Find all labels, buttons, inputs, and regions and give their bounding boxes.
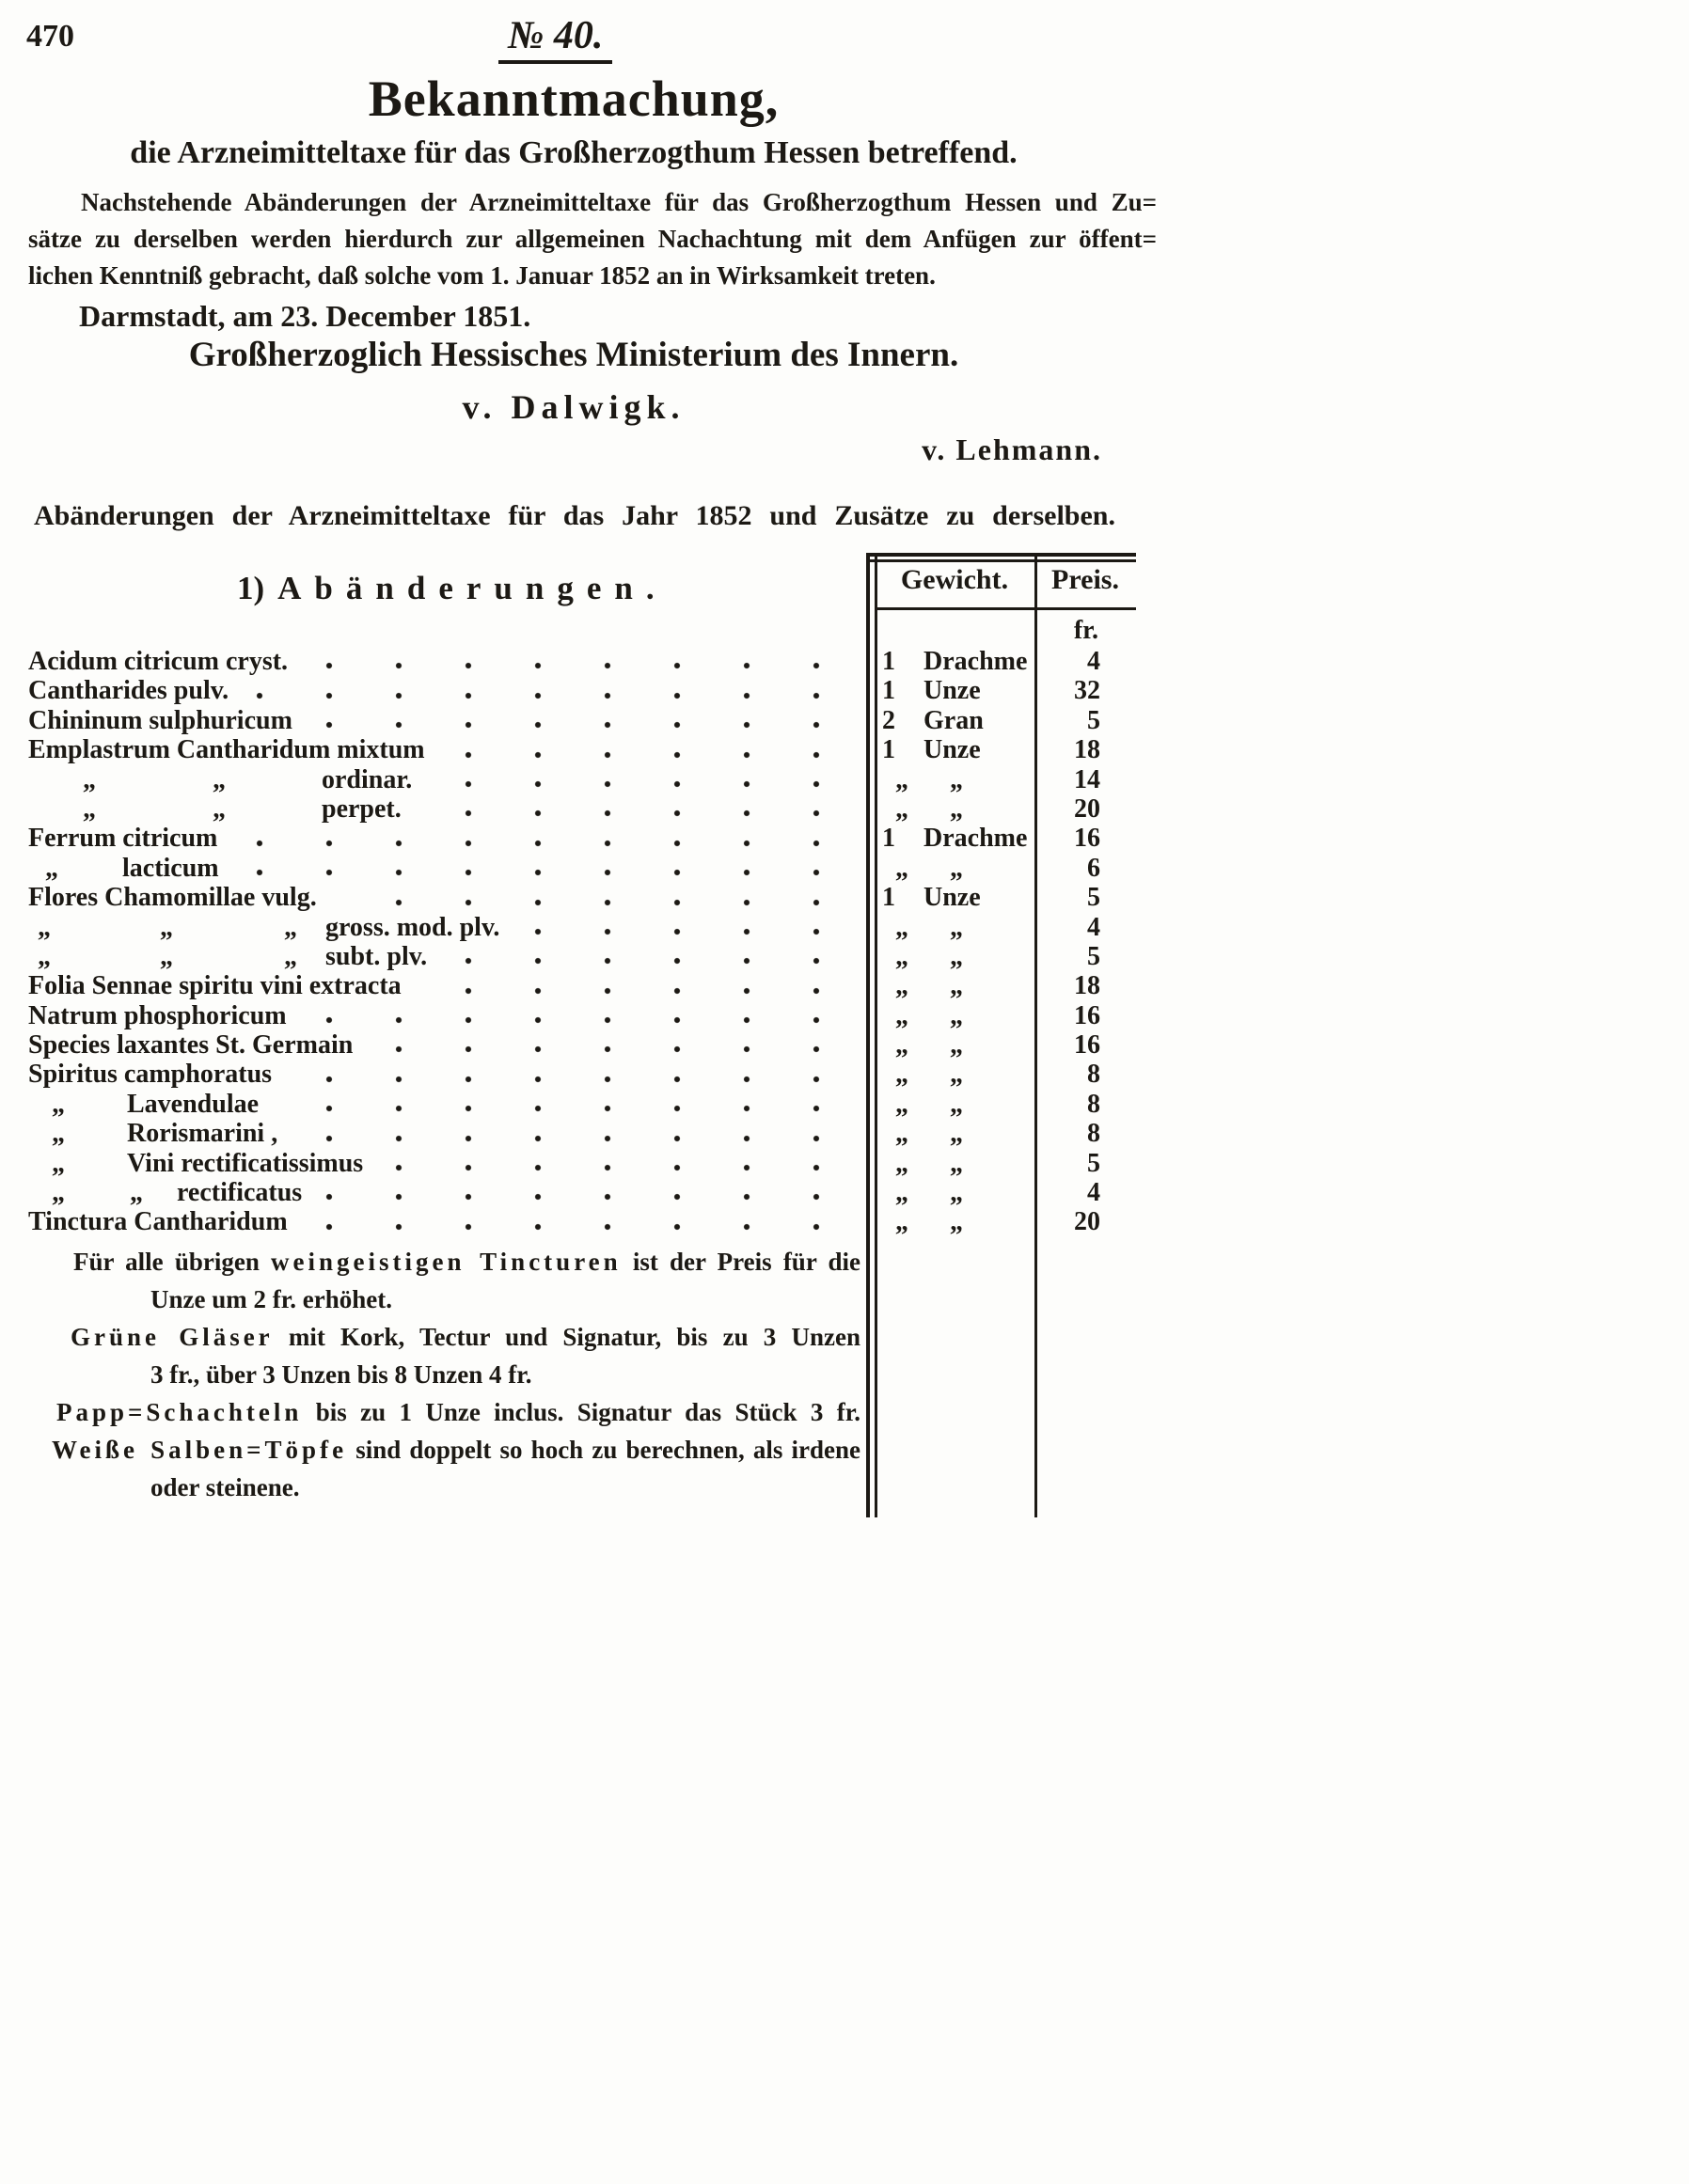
price-value: 8: [1087, 1060, 1100, 1090]
table-row: [28, 1001, 1135, 1030]
intro-line-2: sätze zu derselben werden hierdurch zur allgemeinen Nachachtung mit dem Anfügen zur öffent=: [28, 225, 1157, 253]
weight-value: 2: [882, 705, 895, 735]
table-row: [28, 706, 1135, 735]
dot-leader: [309, 1016, 851, 1024]
price-value: 4: [1087, 647, 1100, 676]
price-value: 16: [1074, 1030, 1100, 1061]
item-name: „: [160, 912, 173, 942]
dot-leader: [240, 840, 851, 847]
weight-value: „: [950, 793, 963, 824]
note-line: [28, 1281, 860, 1318]
note-line: [28, 1318, 860, 1356]
item-name: „: [38, 912, 51, 942]
table-top-rule: [866, 553, 1136, 562]
weight-value: 1: [882, 824, 895, 854]
dot-leader: [448, 751, 851, 759]
weight-value: 1: [882, 735, 895, 765]
weight-value: „: [950, 1148, 963, 1178]
note-text: bis zu 1 Unze inclus. Signatur das Stück 3 fr.: [302, 1398, 860, 1426]
note-text: mit Kork, Tectur und Signatur, bis zu 3 Unzen: [273, 1323, 860, 1351]
price-value: 5: [1087, 883, 1100, 913]
proclamation-subtitle: die Arzneimitteltaxe für das Großherzogthum Hessen betreffend.: [130, 135, 1018, 170]
price-value: 20: [1074, 793, 1100, 824]
price-value: 14: [1074, 764, 1100, 794]
weight-value: Unze: [923, 676, 981, 706]
table-row: [28, 647, 1135, 676]
dot-leader: [339, 899, 851, 906]
note-text: Unze um 2 fr. erhöhet.: [150, 1285, 392, 1313]
weight-value: „: [895, 764, 908, 794]
item-name: Folia Sennae spiritu vini extracta: [28, 971, 402, 1001]
item-name: subt. plv.: [325, 941, 428, 971]
price-value: 16: [1074, 824, 1100, 854]
weight-value: „: [895, 1148, 908, 1178]
item-name: „: [38, 941, 51, 971]
dot-leader: [434, 780, 851, 788]
dot-leader: [324, 1193, 851, 1201]
item-name: „: [52, 1148, 65, 1178]
weight-value: „: [895, 793, 908, 824]
weight-value: Drachme: [923, 824, 1028, 854]
item-name: Vini rectificatissimus: [127, 1148, 364, 1178]
weight-value: Unze: [923, 883, 981, 913]
note: [28, 1243, 860, 1318]
weight-value: „: [895, 912, 908, 942]
item-name: rectificatus: [177, 1178, 303, 1208]
table-row: [28, 735, 1135, 764]
dot-leader: [386, 1164, 851, 1171]
note-text: Für alle übrigen: [73, 1248, 271, 1276]
note: [28, 1431, 860, 1506]
price-value: 5: [1087, 941, 1100, 971]
item-name: Spiritus camphoratus: [28, 1060, 273, 1090]
item-name: „: [130, 1178, 143, 1208]
price-value: 4: [1087, 1178, 1100, 1208]
item-name: „: [52, 1178, 65, 1208]
emphasized-text: weingeistigen Tincturen: [271, 1248, 622, 1276]
weight-value: „: [950, 1060, 963, 1090]
issue-number: № 40.: [498, 13, 612, 64]
dateline: Darmstadt, am 23. December 1851.: [79, 299, 531, 333]
dot-leader: [251, 692, 851, 699]
note-text: 3 fr., über 3 Unzen bis 8 Unzen 4 fr.: [150, 1360, 532, 1389]
price-unit-label: fr.: [1073, 616, 1098, 645]
note-text: ist der Preis für die: [621, 1248, 860, 1276]
item-name: Emplastrum Cantharidum mixtum: [28, 735, 425, 765]
item-name: „: [284, 941, 297, 971]
item-name: gross. mod. plv.: [325, 912, 500, 942]
table-header-underline: [875, 607, 1136, 610]
weight-value: „: [895, 1000, 908, 1030]
weight-value: „: [950, 853, 963, 883]
table-row: [28, 1207, 1135, 1236]
dot-leader: [310, 1223, 851, 1231]
item-name: Tinctura Cantharidum: [28, 1207, 288, 1237]
item-name: „: [160, 941, 173, 971]
table-row: [28, 1119, 1135, 1148]
note-line: [28, 1393, 860, 1431]
signature-minister: v. Dalwigk.: [462, 388, 686, 426]
dot-leader: [242, 869, 851, 876]
amendments-subheading: [237, 570, 668, 607]
item-name: „: [45, 853, 58, 883]
weight-value: „: [895, 941, 908, 971]
column-header-price: Preis.: [1051, 564, 1119, 595]
price-value: 20: [1074, 1207, 1100, 1237]
intro-paragraph: [28, 184, 1157, 294]
price-value: 8: [1087, 1089, 1100, 1119]
dot-leader: [281, 1105, 851, 1112]
price-value: 16: [1074, 1000, 1100, 1030]
amendments-heading: Abänderungen der Arzneimitteltaxe für das Jahr 1852 und Zusätze zu derselben.: [34, 500, 1115, 531]
item-name: „: [213, 793, 226, 824]
table-row: [28, 1149, 1135, 1178]
item-name: perpet.: [322, 793, 402, 824]
note-text: sind doppelt so hoch zu berechnen, als irdene: [347, 1436, 860, 1464]
note-line: [28, 1431, 860, 1469]
table-row: [28, 1030, 1135, 1060]
weight-value: „: [950, 1207, 963, 1237]
table-row: [28, 913, 1135, 942]
dot-leader: [424, 987, 851, 995]
item-name: Acidum citricum cryst.: [28, 647, 289, 676]
item-name: „: [83, 793, 96, 824]
item-name: Natrum phosphoricum: [28, 1000, 287, 1030]
weight-value: 1: [882, 676, 895, 706]
dot-leader: [315, 721, 851, 729]
weight-value: „: [895, 853, 908, 883]
weight-value: „: [950, 1000, 963, 1030]
weight-value: „: [895, 1178, 908, 1208]
weight-value: 1: [882, 883, 895, 913]
table-row: [28, 854, 1135, 883]
item-name: Ferrum citricum: [28, 824, 218, 854]
price-value: 5: [1087, 1148, 1100, 1178]
weight-value: „: [950, 1089, 963, 1119]
signature-secretary: v. Lehmann.: [922, 432, 1102, 466]
column-header-weight: Gewicht.: [900, 564, 1009, 595]
price-value: 4: [1087, 912, 1100, 942]
table-row: [28, 824, 1135, 853]
weight-value: „: [895, 1119, 908, 1149]
price-value: 6: [1087, 853, 1100, 883]
weight-value: „: [950, 764, 963, 794]
weight-value: „: [895, 1030, 908, 1061]
price-value: 18: [1074, 735, 1100, 765]
dot-leader: [294, 1076, 851, 1083]
weight-value: Drachme: [923, 647, 1028, 676]
item-name: Species laxantes St. Germain: [28, 1030, 354, 1061]
item-name: Chininum sulphuricum: [28, 705, 292, 735]
item-name: „: [83, 764, 96, 794]
table-row: [28, 1090, 1135, 1119]
table-row: [28, 1060, 1135, 1089]
table-row: [28, 883, 1135, 912]
table-row: [28, 794, 1135, 824]
dot-leader: [300, 1135, 851, 1142]
proclamation-title: Bekanntmachung,: [368, 71, 780, 127]
emphasized-text: Papp=Schachteln: [56, 1398, 303, 1426]
subheading-number: 1): [237, 570, 265, 606]
emphasized-text: Grüne Gläser: [71, 1323, 274, 1351]
subheading-text: Abänderungen.: [277, 570, 668, 606]
notes-section: [28, 1243, 860, 1506]
table-row: [28, 1178, 1135, 1207]
weight-value: „: [950, 912, 963, 942]
page-number: 470: [26, 19, 74, 54]
weight-value: Unze: [923, 735, 981, 765]
item-name: „: [52, 1089, 65, 1119]
dot-leader: [375, 1045, 851, 1053]
note: [28, 1318, 860, 1393]
note: [28, 1393, 860, 1431]
dot-leader: [522, 928, 851, 935]
item-name: Cantharides pulv.: [28, 676, 229, 706]
weight-value: „: [895, 1089, 908, 1119]
weight-value: „: [950, 971, 963, 1001]
note-line: [28, 1243, 860, 1281]
ministry-name: Großherzoglich Hessisches Ministerium des Innern.: [188, 336, 959, 374]
weight-value: „: [950, 941, 963, 971]
price-value: 5: [1087, 705, 1100, 735]
dot-leader: [424, 809, 851, 817]
note-line: [28, 1469, 860, 1506]
item-name: lacticum: [122, 853, 219, 883]
table-row: [28, 676, 1135, 705]
note-text: oder steinene.: [150, 1473, 300, 1501]
weight-value: „: [950, 1119, 963, 1149]
table-row: [28, 765, 1135, 794]
item-name: ordinar.: [322, 764, 413, 794]
price-value: 18: [1074, 971, 1100, 1001]
dot-leader: [450, 957, 851, 965]
weight-value: „: [950, 1030, 963, 1061]
item-name: Rorismarini ,: [127, 1119, 278, 1149]
weight-value: „: [895, 971, 908, 1001]
weight-value: „: [950, 1178, 963, 1208]
item-name: Lavendulae: [127, 1089, 260, 1119]
emphasized-text: Weiße Salben=Töpfe: [52, 1436, 348, 1464]
item-name: Flores Chamomillae vulg.: [28, 883, 317, 913]
item-name: „: [52, 1119, 65, 1149]
price-table-rows: [28, 647, 1135, 1237]
price-value: 32: [1074, 676, 1100, 706]
intro-line-1: Nachstehende Abänderungen der Arzneimitteltaxe für das Großherzogthum Hessen und Zu=: [81, 188, 1157, 216]
price-value: 8: [1087, 1119, 1100, 1149]
table-row: [28, 942, 1135, 971]
note-line: [28, 1356, 860, 1393]
item-name: „: [213, 764, 226, 794]
weight-value: Gran: [923, 705, 984, 735]
weight-value: „: [895, 1207, 908, 1237]
weight-value: „: [895, 1060, 908, 1090]
item-name: „: [284, 912, 297, 942]
intro-line-3: lichen Kenntniß gebracht, daß solche vom 1. Januar 1852 an in Wirksamkeit treten.: [28, 261, 936, 290]
table-row: [28, 971, 1135, 1000]
weight-value: 1: [882, 647, 895, 676]
dot-leader: [310, 662, 851, 669]
